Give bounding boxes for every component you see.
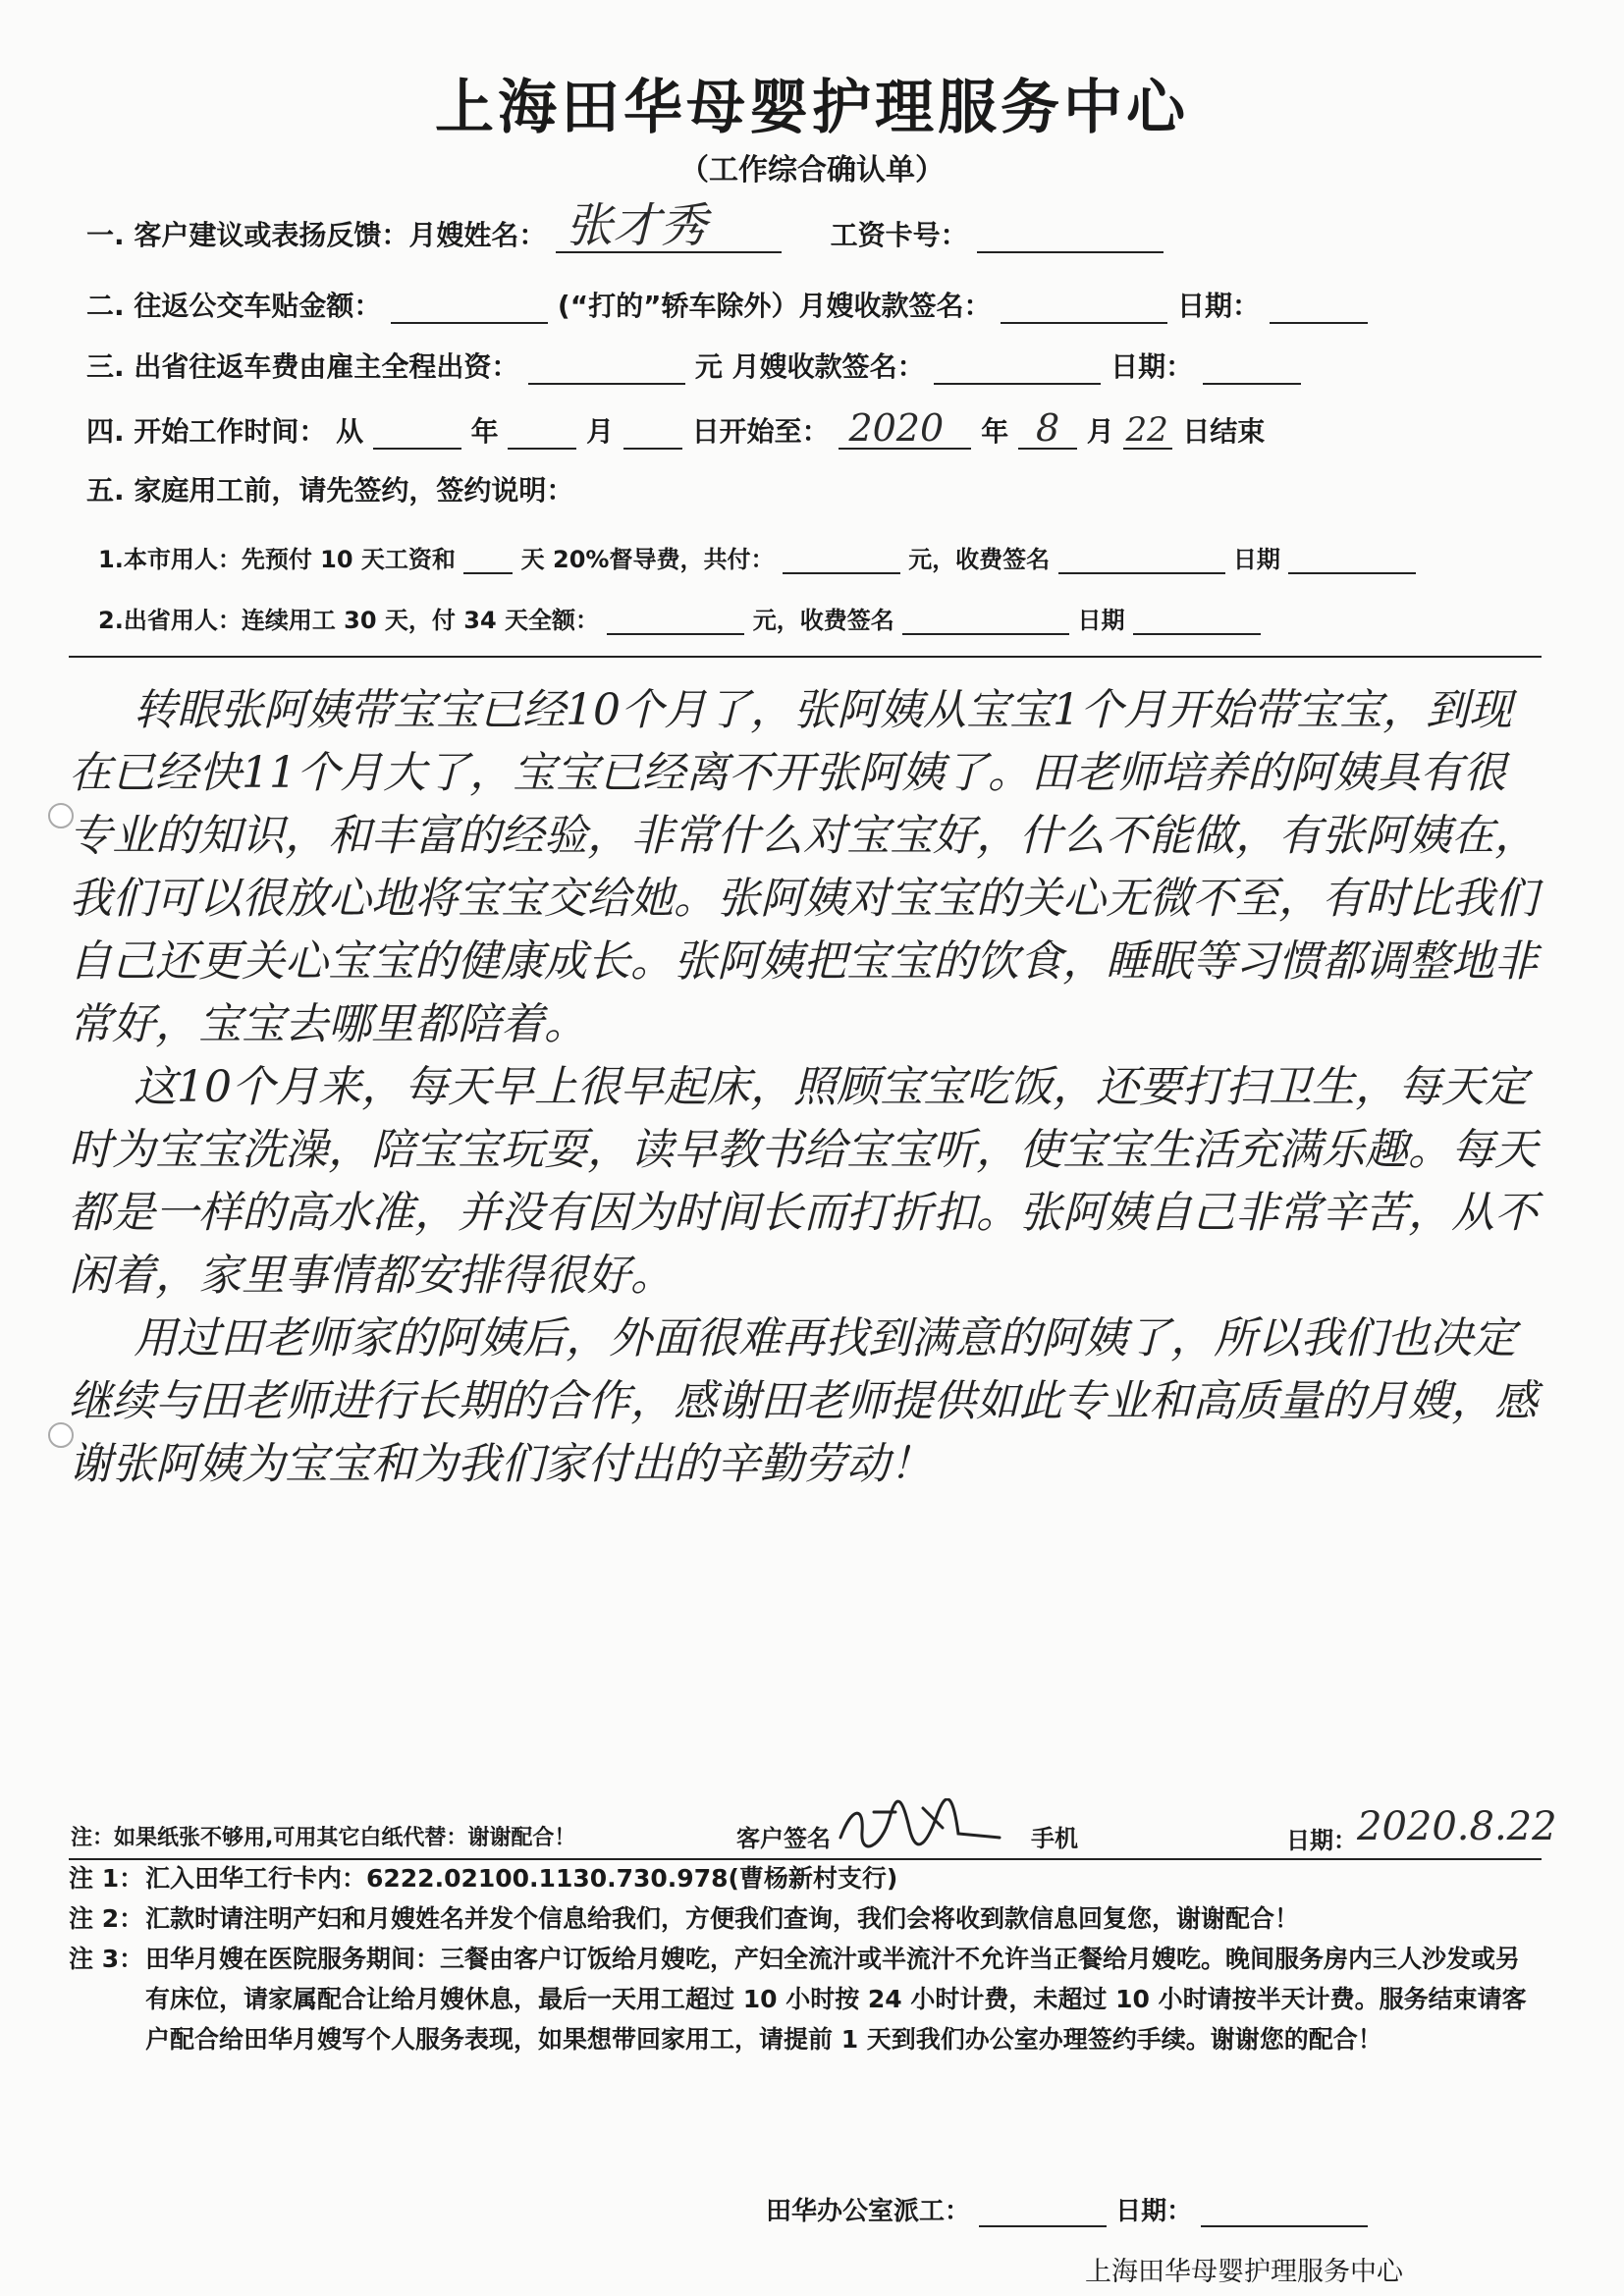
travel-fare-label: 三. 出省往返车费由雇主全程出资： <box>86 350 519 383</box>
end-month-field[interactable] <box>1018 406 1077 450</box>
clause-local-p3: 元，收费签名 <box>908 546 1051 573</box>
contract-label: 五. 家庭用工前，请先签约，签约说明： <box>86 474 574 507</box>
dispatch-field[interactable] <box>979 2196 1107 2227</box>
clause-outprovince-p2: 元，收费签名 <box>752 607 894 634</box>
start-day-field[interactable] <box>623 418 682 450</box>
start-year-field[interactable] <box>373 418 461 450</box>
travel-fare-date-field[interactable] <box>1203 353 1301 385</box>
section-contract <box>86 469 573 508</box>
dispatch-date-label: 日期： <box>1115 2197 1193 2226</box>
customer-sign-label: 客户签名 <box>736 1825 831 1852</box>
travel-fare-sign-field[interactable] <box>934 353 1101 385</box>
end-day-label: 日结束 <box>1182 415 1266 448</box>
feedback-paragraph-3: 用过田老师家的阿姨后，外面很难再找到满意的阿姨了，所以我们也决定继续与田老师进行长期的合作，感谢田老师提供如此专业和高质量的月嫂，感谢张阿姨为宝宝和为我们家付出的辛勤劳动！ <box>69 1313 1538 1489</box>
clause-outprovince <box>98 601 1261 635</box>
clause-outprovince-sign-field[interactable] <box>902 608 1069 635</box>
note-2-text: 汇款时请注明产妇和月嫂姓名并发个信息给我们，方便我们查询，我们会将收到款信息回复您，谢谢配合！ <box>145 1904 1300 1933</box>
end-year-value: 2020 <box>848 406 945 450</box>
note-1 <box>69 1858 1532 1898</box>
note-3-label: 注 3： <box>69 1945 144 1973</box>
form-title: 上海田华母婴护理服务中心 <box>435 74 1189 142</box>
work-period-label: 四. 开始工作时间： 从 <box>86 415 364 448</box>
start-day-label: 日开始至： <box>691 415 830 448</box>
end-day-field[interactable] <box>1123 410 1172 450</box>
start-year-label: 年 <box>470 415 499 448</box>
phone-label: 手机 <box>1031 1825 1078 1852</box>
clause-local-p1: 1.本市用人：先预付 10 天工资和 <box>98 546 456 573</box>
note-3 <box>69 1939 1532 2059</box>
clause-local-p4: 日期 <box>1232 546 1280 573</box>
note-2 <box>69 1898 1532 1939</box>
bus-subsidy-date-label: 日期： <box>1177 290 1261 322</box>
feedback-paragraph-2: 这10个月来，每天早上很早起床，照顾宝宝吃饭，还要打扫卫生，每天定时为宝宝洗澡，陪宝宝玩耍，读早教书给宝宝听，使宝宝生活充满乐趣。每天都是一样的高水准，并没有因为时间长而打折扣。张阿姨自己非常辛苦，从不闲着，家里事情都安排得很好。 <box>69 1062 1538 1301</box>
bus-subsidy-date-field[interactable] <box>1270 293 1368 324</box>
clause-outprovince-p1: 2.出省用人：连续用工 30 天，付 34 天全额： <box>98 607 600 634</box>
signature-scribble <box>835 1798 1011 1853</box>
form-subtitle: （工作综合确认单） <box>679 153 945 187</box>
handwritten-feedback <box>69 679 1542 1496</box>
section-work-period <box>86 406 1266 450</box>
end-year-field[interactable] <box>839 406 971 450</box>
clause-outprovince-p3: 日期 <box>1077 607 1125 634</box>
dispatch-date-field[interactable] <box>1201 2196 1368 2227</box>
end-month-value: 8 <box>1035 406 1060 450</box>
note-1-label: 注 1： <box>69 1864 144 1893</box>
section-feedback <box>86 198 1164 253</box>
travel-fare-unit: 元 月嫂收款签名： <box>694 350 925 383</box>
feedback-paragraph-1: 转眼张阿姨带宝宝已经10个月了，张阿姨从宝宝1个月开始带宝宝，到现在已经快11个月大了，宝宝已经离不开张阿姨了。田老师培养的阿姨具有很专业的知识，和丰富的经验，非常什么对宝宝好，什么不能做，有张阿姨在，我们可以很放心地将宝宝交给她。张阿姨对宝宝的关心无微不至，有时比我们自己还更关心宝宝的健康成长。张阿姨把宝宝的饮食，睡眠等习惯都调整地非常好，宝宝去哪里都陪着。 <box>69 685 1538 1049</box>
travel-fare-field[interactable] <box>528 353 685 385</box>
paper-note: 注：如果纸张不够用,可用其它白纸代替：谢谢配合！ <box>71 1826 576 1850</box>
separator-top <box>69 656 1542 658</box>
end-year-label: 年 <box>981 415 1009 448</box>
clause-outprovince-amount-field[interactable] <box>607 608 744 635</box>
bus-subsidy-sign-field[interactable] <box>1001 293 1167 324</box>
clause-local-p2: 天 20%督导费，共付： <box>520 546 775 573</box>
customer-signature <box>835 1798 1011 1863</box>
note-1-text: 汇入田华工行卡内：6222.02100.1130.730.978(曹杨新村支行) <box>145 1864 898 1893</box>
section-travel-fare <box>86 346 1301 385</box>
nanny-name-value: 张才秀 <box>566 198 708 253</box>
travel-fare-date-label: 日期： <box>1110 350 1194 383</box>
bus-subsidy-label: 二. 往返公交车贴金额： <box>86 290 382 322</box>
dispatch-label: 田华办公室派工： <box>766 2197 971 2226</box>
bus-subsidy-field[interactable] <box>391 293 548 324</box>
note-3-text: 田华月嫂在医院服务期间：三餐由客户订饭给月嫂吃，产妇全流汁或半流汁不允许当正餐给月嫂吃。晚间服务房内三人沙发或另有床位，请家属配合让给月嫂休息，最后一天用工超过 10 小时按 24 小时计费，未超过 10 小时请按半天计费。服务结束请客户配合给田华月嫂写个人服务表现，如果想带回家用工，请提前 1 天到我们办公室办理签约手续。谢谢您的配合！ <box>145 1945 1527 2054</box>
salary-card-field[interactable] <box>977 222 1164 253</box>
salary-card-label: 工资卡号： <box>830 219 968 251</box>
footer-date-label: 日期： <box>1286 1827 1357 1854</box>
start-month-label: 月 <box>586 415 615 448</box>
section-bus-subsidy <box>86 285 1368 324</box>
dispatch-line <box>766 2191 1368 2227</box>
bus-subsidy-note: (“打的”轿车除外）月嫂收款签名： <box>557 290 992 322</box>
start-month-field[interactable] <box>508 418 576 450</box>
clause-local <box>98 540 1416 574</box>
clause-outprovince-date-field[interactable] <box>1133 608 1261 635</box>
notes-block <box>69 1858 1532 2059</box>
organization-name: 上海田华母婴护理服务中心 <box>1085 2257 1403 2287</box>
end-month-label: 月 <box>1086 415 1114 448</box>
footer-date-value: 2020.8.22 <box>1357 1804 1557 1849</box>
clause-local-date-field[interactable] <box>1288 547 1416 574</box>
clause-local-amount-field[interactable] <box>783 547 900 574</box>
clause-local-sign-field[interactable] <box>1058 547 1225 574</box>
note-2-label: 注 2： <box>69 1904 144 1933</box>
clause-local-days-field[interactable] <box>463 547 513 574</box>
end-day-value: 22 <box>1125 410 1168 450</box>
nanny-name-field[interactable] <box>556 198 782 253</box>
feedback-label: 一. 客户建议或表扬反馈：月嫂姓名： <box>86 219 547 251</box>
